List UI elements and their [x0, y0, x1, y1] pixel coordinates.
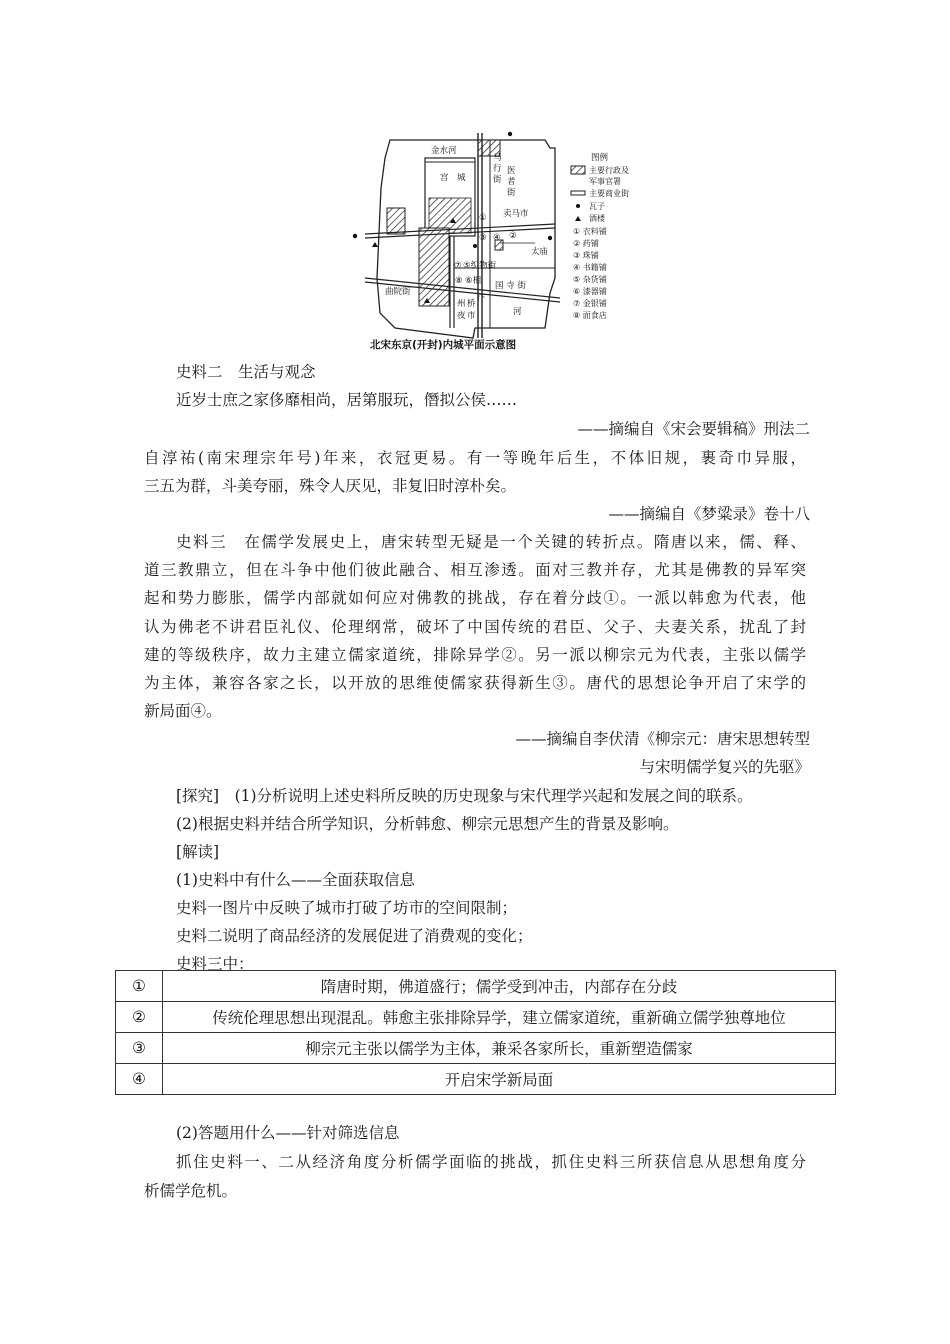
map-label-zhouqiao-1: 州 — [457, 299, 466, 309]
map-label-cheng: 城 — [457, 173, 466, 183]
info-table — [115, 970, 836, 1095]
legend-shop: ⑧ 面食店 — [573, 311, 607, 320]
map-label-bian: 汴 — [477, 293, 486, 303]
legend-shop: ⑦ 金银铺 — [573, 299, 607, 308]
section3-line: 新局面④。 — [144, 702, 222, 720]
interpret-step1: (1)史料中有什么——全面获取信息 — [176, 871, 415, 889]
table-cell-text: 隋唐时期，佛道盛行；儒学受到冲击，内部存在分歧 — [163, 971, 836, 1002]
table-cell-num: ① — [116, 971, 163, 1002]
map-label-n1: ① — [479, 213, 487, 223]
section2-heading: 史料二 生活与观念 — [176, 363, 316, 381]
legend-shop: ⑥ 漆器铺 — [573, 287, 607, 296]
table-row — [116, 1064, 836, 1095]
explore-question-2: (2)根据史料并结合所学知识，分析韩愈、柳宗元思想产生的背景及影响。 — [176, 815, 679, 833]
map-label-yeshi-2: 市 — [467, 311, 476, 321]
legend-shop: ⑤ 杂货铺 — [573, 275, 607, 284]
map-label-mahang-2: 行 — [493, 164, 502, 174]
section2-source1: ——摘编自《宋会要辑稿》刑法二 — [577, 420, 810, 438]
conclusion-line: 抓住史料一、二从经济角度分析儒学面临的挑战，抓住史料三所获信息从思想角度分 — [176, 1153, 806, 1171]
legend-shop: ③ 珠铺 — [573, 251, 599, 260]
legend-shop: ① 衣料铺 — [573, 227, 607, 236]
table-cell-text: 柳宗元主张以儒学为主体，兼采各家所长，重新塑造儒家 — [163, 1033, 836, 1064]
section2-source2: ——摘编自《梦粱录》卷十八 — [608, 505, 810, 523]
table-cell-text: 传统伦理思想出现混乱。韩愈主张排除异学，建立儒家道统，重新确立儒学独尊地位 — [163, 1002, 836, 1033]
map-label-zhouqiao-2: 桥 — [467, 299, 476, 309]
table-cell-num: ③ — [116, 1033, 163, 1064]
legend-jiulou: 酒楼 — [589, 214, 605, 223]
section3-source-line: ——摘编自李伏清《柳宗元：唐宋思想转型 — [515, 730, 810, 748]
section3-line: 起和势力膨胀，儒学内部就如何应对佛教的挑战，存在着分歧①。一派以韩愈为代表，他 — [144, 589, 806, 607]
city-wall — [377, 140, 555, 338]
admin-block-nw — [387, 208, 405, 234]
section2-quote1: 近岁士庶之家侈靡相尚，居第服玩，僭拟公侯…… — [176, 391, 518, 409]
section3-line: 建的等级秩序，故力主建立儒家道统，排除异学②。另一派以柳宗元为代表，主张以儒学 — [144, 646, 806, 664]
table-cell-num: ② — [116, 1002, 163, 1033]
table-row — [116, 1002, 836, 1033]
section3-line: 为主体，兼容各家之长，以开放的思维使儒家获得新生③。唐代的思想论争开启了宋学的 — [144, 674, 806, 692]
map-label-taimiao: 太庙 — [531, 247, 549, 257]
map-label-n4: ④ — [493, 233, 501, 243]
legend-street: 主要商业街 — [589, 189, 629, 198]
section3-line: 史料三 在儒学发展史上，唐宋转型无疑是一个关键的转折点。隋唐以来，儒、释、 — [176, 533, 806, 551]
map-label-gong: 宫 — [440, 173, 449, 183]
section3-line: 道三教鼎立，但在斗争中他们彼此融合、相互渗透。面对三教并存，尤其是佛教的异军突 — [144, 561, 806, 579]
map-caption: 北宋东京(开封)内城平面示意图 — [370, 339, 517, 351]
table-cell-text: 开启宋学新局面 — [163, 1064, 836, 1095]
legend-admin-1: 主要行政及 — [589, 166, 629, 175]
section2-quote2-line: 自淳祐(南宋理宗年号)年来，衣冠更易。有一等晚年后生，不体旧规，裹奇巾异服， — [144, 449, 806, 467]
interpret-title: [解读] — [176, 843, 220, 861]
map-label-n8: ⑧ — [455, 276, 463, 286]
map-label-yeshi-1: 夜 — [457, 311, 466, 321]
map-label-n3: ③ — [479, 233, 487, 243]
explore-question-1: [探究] (1)分析说明上述史料所反映的历史现象与宋代理学兴起和发展之间的联系。 — [176, 787, 753, 805]
map-label-xiang: ⑥相 — [465, 276, 482, 286]
legend-title: 图例 — [591, 153, 609, 163]
table-cell-num: ④ — [116, 1064, 163, 1095]
legend-shop: ④ 书籍铺 — [573, 263, 607, 272]
map-label-guosijie: 国 寺 街 — [495, 281, 526, 291]
map-label-quyuanjie: 曲院街 — [385, 287, 411, 297]
map-label-yizhe-2: 者 — [507, 177, 516, 187]
interpret-line3: 史料三中： — [176, 955, 254, 973]
legend-wazi: 瓦子 — [589, 202, 605, 211]
map-label-yizhe-1: 医 — [507, 166, 516, 176]
section3-source-line: 与宋明儒学复兴的先驱》 — [639, 758, 810, 776]
table-row — [116, 971, 836, 1002]
conclusion-line: 析儒学危机。 — [144, 1182, 238, 1200]
section3-line: 认为佛老不讲君臣礼仪、伦理纲常，破坏了中国传统的君臣、父子、夫妻关系，扰乱了封 — [144, 618, 806, 636]
map-label-zhiwujie: ⑤织物街 — [463, 261, 497, 271]
map-label-n7: ⑦ — [454, 261, 462, 271]
kaifeng-city-map — [345, 128, 645, 353]
interpret-line1: 史料一图片中反映了城市打破了坊市的空间限制； — [176, 899, 518, 917]
map-label-jinshuihe: 金水河 — [431, 146, 457, 156]
map-label-mahang-3: 街 — [493, 175, 502, 185]
map-label-n2: ② — [509, 231, 517, 241]
section2-quote2-line: 三五为群，斗美夸丽，殊令人厌见，非复旧时淳朴矣。 — [144, 477, 517, 495]
legend-admin-2: 军事官署 — [589, 177, 621, 186]
map-label-maimashi: 卖马市 — [503, 209, 529, 219]
map-label-mahang-1: 马 — [493, 153, 502, 163]
interpret-step2: (2)答题用什么——针对筛选信息 — [176, 1124, 400, 1142]
interpret-line2: 史料二说明了商品经济的发展促进了消费观的变化； — [176, 927, 533, 945]
legend-shop: ② 药铺 — [573, 239, 599, 248]
table-row — [116, 1033, 836, 1064]
map-label-he: 河 — [513, 307, 522, 317]
map-label-yizhe-3: 街 — [507, 188, 516, 198]
admin-block-center — [419, 228, 449, 306]
